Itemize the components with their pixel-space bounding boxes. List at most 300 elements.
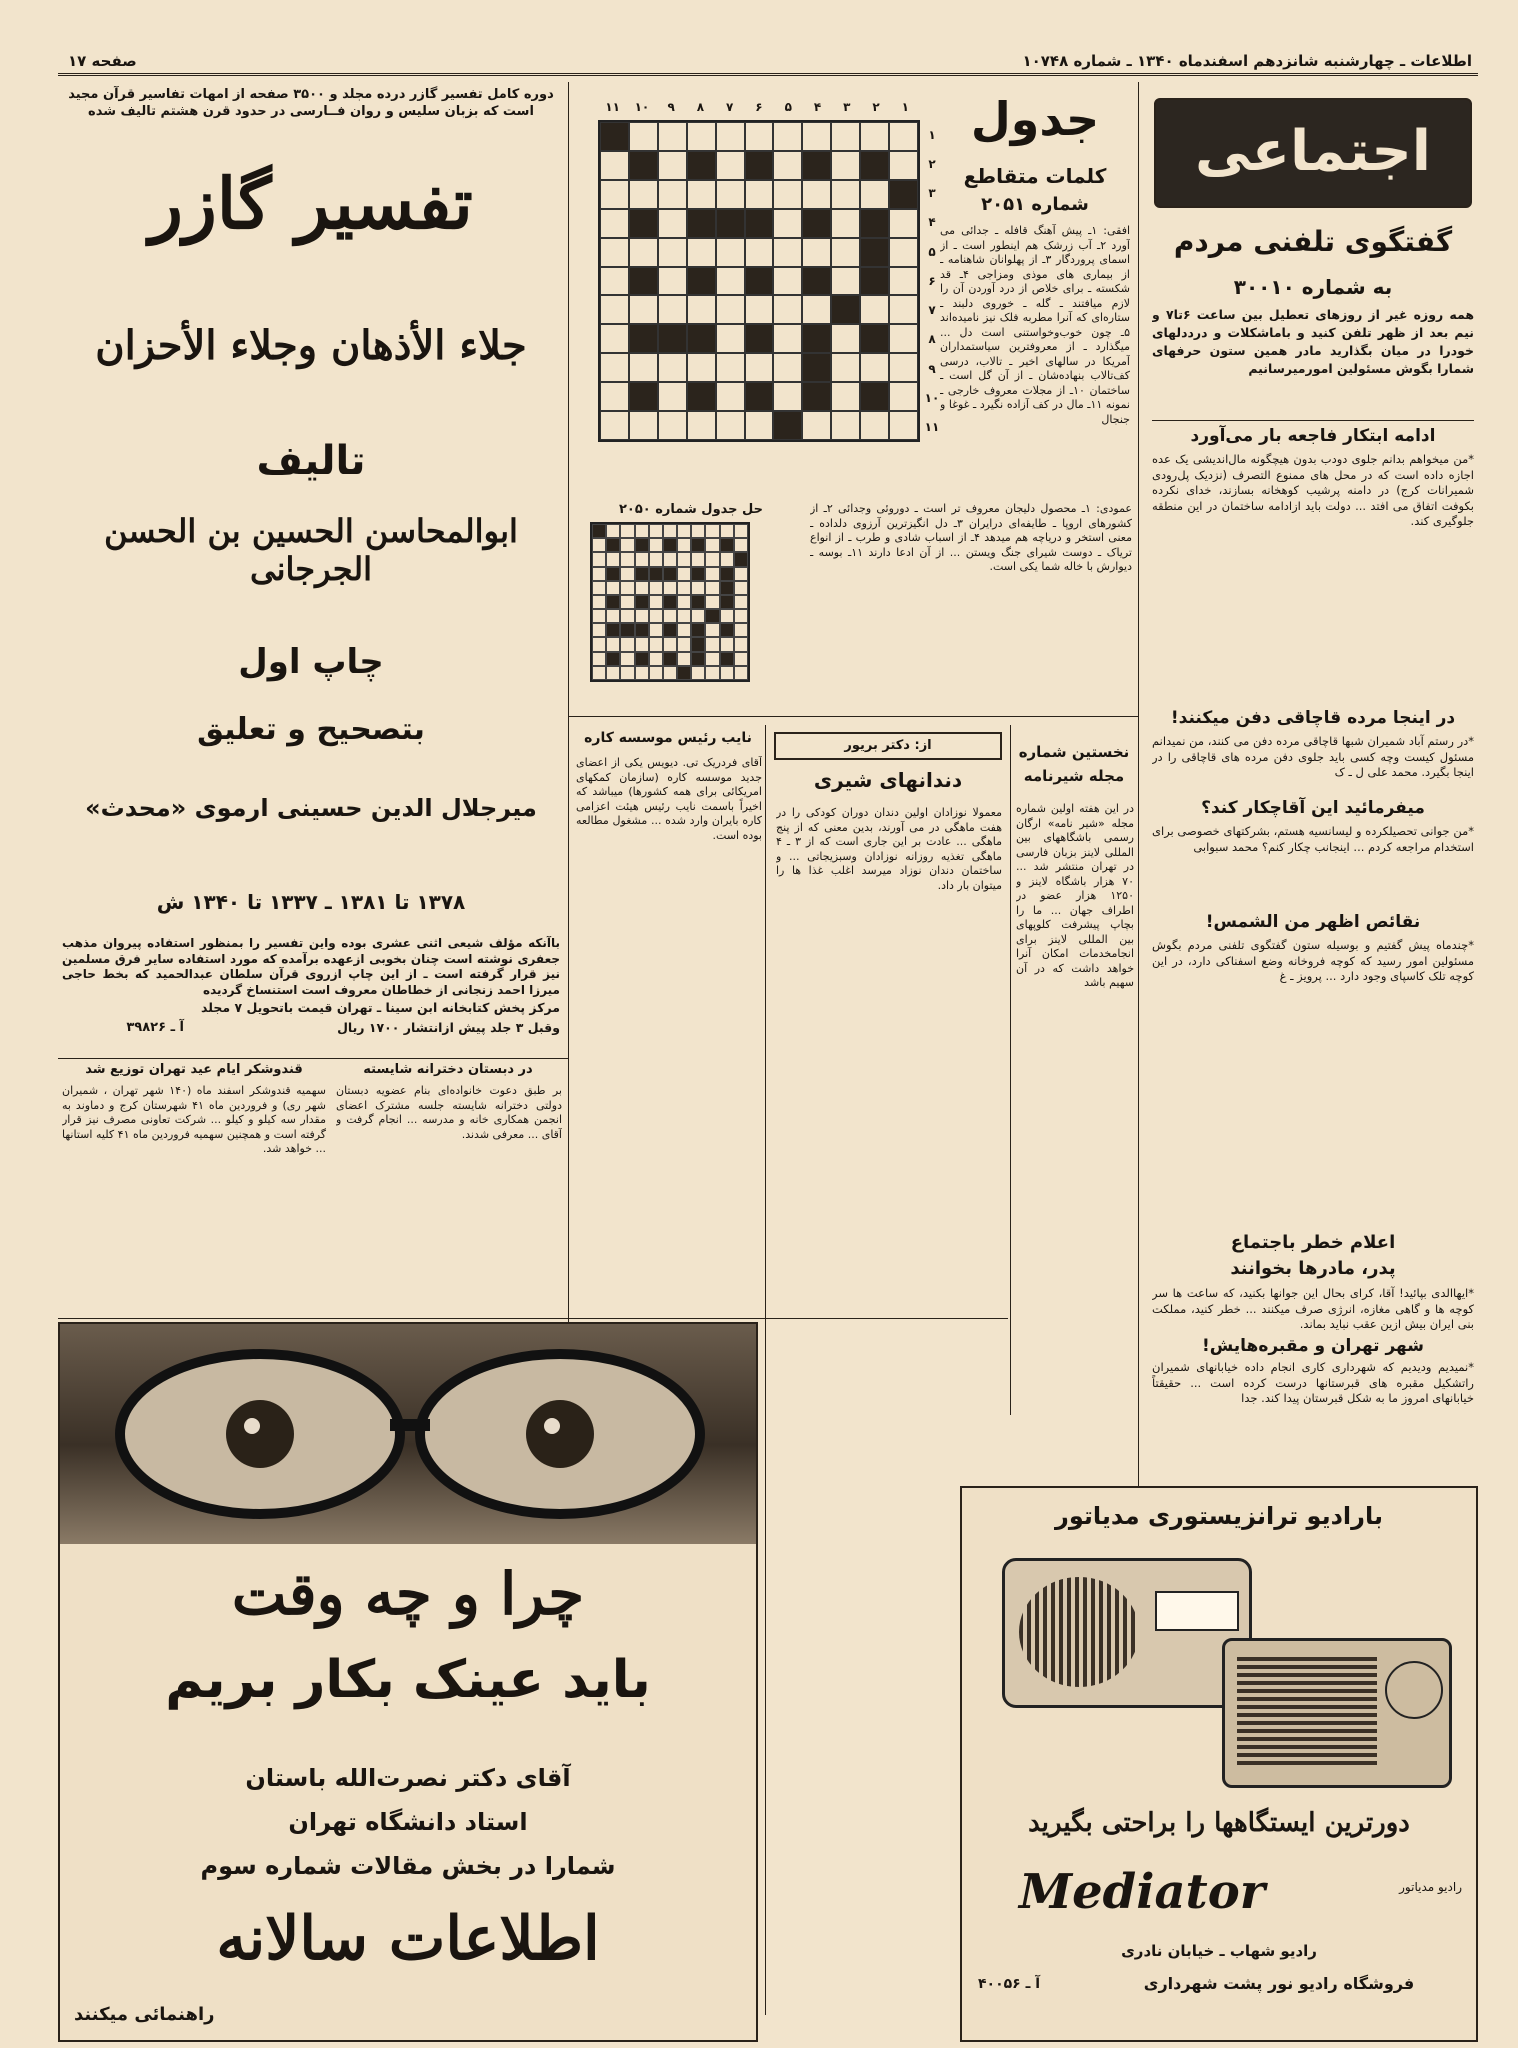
crossword-cell bbox=[635, 652, 649, 666]
crossword-cell bbox=[773, 411, 802, 440]
crossword-col-number: ۷ bbox=[726, 100, 734, 114]
crossword-cell bbox=[687, 353, 716, 382]
vice-president-body: آقای فردریک تی. دیویس یکی از اعضای جدید موسسه کاره (سازمان کمکهای امریکائی برای همه کشورها) میباشد که اخیراً باسمت نایب رئیس هیئت اعزامی کاره بایران وارد شده ... مشغول مطالعه بوده است. bbox=[576, 756, 762, 842]
crossword-cell bbox=[635, 595, 649, 609]
crossword-cell bbox=[889, 382, 918, 411]
crossword-cell bbox=[687, 295, 716, 324]
tafsir-ad bbox=[58, 82, 564, 1054]
tafsir-author: ابوالمحاسن الحسین بن الحسن الجرجانی bbox=[104, 512, 518, 588]
sugar-title: قندوشکر ایام عید تهران توزیع شد bbox=[85, 1062, 303, 1077]
tafsir-body: باآنکه مؤلف شیعی اثنی عشری بوده واین تفسیر را بمنظور استفاده پیروان مذهب جعفری نوشته است چنان بخوبی ازعهده برآمده که مورد استفاده سایر فرق مسلمین نیز قرار گرفته است ـ از این چاپ ازروی قرآن سلطان عبدالحمید که بخط حاجی میرزا احمد زنجانی از خطاطان معروف است استنساخ گردیده bbox=[62, 936, 560, 997]
crossword-cell bbox=[734, 637, 748, 651]
tafsir-code: آ ـ ۳۹۸۲۶ bbox=[126, 1020, 184, 1035]
radio-brand: Mediator bbox=[1018, 1864, 1266, 1920]
crossword-cell bbox=[773, 151, 802, 180]
social-subtitle: گفتگوی تلفنی مردم bbox=[1173, 225, 1453, 258]
crossword-cell bbox=[620, 567, 634, 581]
crossword-col-number: ۴ bbox=[813, 100, 822, 114]
social-column bbox=[1146, 90, 1480, 1410]
radio-headline: باراديو ترانزيستوری مدياتور bbox=[1055, 1502, 1383, 1530]
crossword-cell bbox=[745, 238, 774, 267]
crossword-col-number: ۶ bbox=[755, 100, 763, 114]
crossword-cell bbox=[663, 623, 677, 637]
page-number: صفحه ۱۷ bbox=[68, 52, 137, 70]
crossword-cell bbox=[716, 238, 745, 267]
crossword-cell bbox=[592, 552, 606, 566]
crossword-cell bbox=[687, 209, 716, 238]
item-4-head: نقائص اظهر من الشمس! bbox=[1205, 912, 1421, 932]
crossword-cell bbox=[663, 652, 677, 666]
crossword-cell bbox=[606, 524, 620, 538]
crossword-cell bbox=[720, 666, 734, 680]
tafsir-print: چاپ اول bbox=[238, 642, 384, 682]
crossword-cell bbox=[629, 209, 658, 238]
crossword-cell bbox=[592, 609, 606, 623]
crossword-cell bbox=[677, 595, 691, 609]
crossword-cell bbox=[720, 524, 734, 538]
crossword-cell bbox=[691, 524, 705, 538]
crossword-cell bbox=[889, 180, 918, 209]
crossword-cell bbox=[606, 609, 620, 623]
crossword-cell bbox=[677, 538, 691, 552]
crossword-cell bbox=[705, 581, 719, 595]
crossword-cell bbox=[687, 267, 716, 296]
crossword-col-number: ۹ bbox=[667, 100, 675, 114]
crossword-cell bbox=[860, 267, 889, 296]
crossword-cell bbox=[600, 151, 629, 180]
item-6-head: شهر تهران و مقبره‌هایش! bbox=[1201, 1336, 1424, 1356]
crossword-cell bbox=[802, 267, 831, 296]
crossword-cell bbox=[831, 267, 860, 296]
crossword-cell bbox=[716, 122, 745, 151]
crossword-cell bbox=[734, 538, 748, 552]
crossword-cell bbox=[606, 538, 620, 552]
crossword-number: شماره ۲۰۵۱ bbox=[981, 194, 1089, 215]
column-rule bbox=[765, 725, 766, 2015]
crossword-col-number: ۸ bbox=[696, 100, 705, 114]
crossword-col-numbers bbox=[598, 100, 920, 118]
crossword-cell bbox=[716, 151, 745, 180]
glasses-section: شمارا در بخش مقالات شماره سوم bbox=[200, 1852, 616, 1880]
speaker-grille-2 bbox=[1237, 1655, 1377, 1765]
item-5-head: اعلام خطر باجتماع bbox=[1230, 1232, 1396, 1253]
crossword-cell bbox=[802, 122, 831, 151]
crossword-cell bbox=[635, 623, 649, 637]
glasses-line1: چرا و چه وقت bbox=[231, 1560, 585, 1628]
crossword-cell bbox=[649, 581, 663, 595]
crossword-cell bbox=[773, 324, 802, 353]
crossword-cell bbox=[620, 623, 634, 637]
crossword-cell bbox=[802, 209, 831, 238]
radio-label: رادیو مدیاتور bbox=[1399, 1880, 1462, 1894]
crossword-cell bbox=[649, 524, 663, 538]
crossword-cell bbox=[889, 324, 918, 353]
crossword-cell bbox=[658, 151, 687, 180]
crossword-cell bbox=[734, 666, 748, 680]
crossword-cell bbox=[802, 238, 831, 267]
crossword-cell bbox=[663, 595, 677, 609]
crossword-cell bbox=[705, 567, 719, 581]
crossword-cell bbox=[716, 295, 745, 324]
crossword-cell bbox=[620, 666, 634, 680]
crossword-cell bbox=[860, 122, 889, 151]
crossword-cell bbox=[635, 609, 649, 623]
crossword-cell bbox=[720, 538, 734, 552]
crossword-cell bbox=[649, 637, 663, 651]
crossword-clues-vertical: عمودی: ۱ـ محصول دلیجان معروف تر است ـ دوروئی وجدائی ۲ـ از کشورهای اروپا ـ طایفه‌ای درایران ۳ـ دل انگیزترین آرزوی دلداده ـ معنی استخر و دریاچه هم میدهد ۴ـ از اسباب شادی و طرب ـ از انواع تریاک ـ دوست شیرای جنگ ویستن ... از آن ادعا دارند ۱۱ـ بوسه ـ دیوارش با خاله شما یکی است. bbox=[810, 502, 1132, 573]
crossword-cell bbox=[716, 180, 745, 209]
crossword-cell bbox=[592, 666, 606, 680]
crossword-cell bbox=[663, 552, 677, 566]
crossword-cell bbox=[635, 524, 649, 538]
glasses-photo bbox=[60, 1324, 756, 1544]
section-rule bbox=[58, 1058, 568, 1059]
crossword-cell bbox=[831, 209, 860, 238]
crossword-cell bbox=[677, 609, 691, 623]
crossword-cell bbox=[745, 353, 774, 382]
crossword-cell bbox=[745, 122, 774, 151]
crossword-cell bbox=[734, 652, 748, 666]
crossword-cell bbox=[831, 353, 860, 382]
crossword-cell bbox=[635, 581, 649, 595]
crossword-cell bbox=[677, 552, 691, 566]
crossword-cell bbox=[705, 666, 719, 680]
magazine-title: نخستین شماره مجله شیرنامه bbox=[1018, 743, 1130, 785]
crossword-cell bbox=[677, 581, 691, 595]
issue-info: اطلاعات ـ چهارشنبه شانزدهم اسفندماه ۱۳۴۰ ـ شماره ۱۰۷۴۸ bbox=[1022, 52, 1472, 70]
crossword-cell bbox=[606, 581, 620, 595]
radio-knob bbox=[1385, 1661, 1443, 1719]
crossword-cell bbox=[687, 238, 716, 267]
crossword-cell bbox=[658, 180, 687, 209]
crossword-cell bbox=[691, 609, 705, 623]
item-1-body: *من میخواهم بدانم جلوی دودب بدون هیچگونه مال‌اندیشی یک عده اجازه داده است که در محل های ممنوع التصرف (نزدیک پل‌رودی شمیرانات کرج) در دامنه پرشیب کوهخانه بسازند، خدای نکرده بکوفت اتفاق می افتد ... دولت بايد ازادامه ساختمان در این منطقه جلوگیری کند. bbox=[1152, 452, 1474, 528]
item-2-body: *در رستم آباد شمیران شبها قاچاقی مرده دفن می کنند، من نمیدانم مسئول کیست وچه کسی باید جلوی دفن مرده های قاچاقی را در اینجا بگیرد. محمد علی ل ـ ک bbox=[1152, 734, 1474, 779]
crossword-cell bbox=[705, 524, 719, 538]
crossword-col-number: ۲ bbox=[872, 100, 880, 114]
crossword-cell bbox=[745, 209, 774, 238]
crossword-cell bbox=[720, 652, 734, 666]
crossword-cell bbox=[734, 623, 748, 637]
crossword-cell bbox=[592, 538, 606, 552]
section-rule bbox=[568, 716, 1138, 717]
crossword-cell bbox=[773, 209, 802, 238]
tafsir-years: ۱۳۷۸ تا ۱۳۸۱ ـ ۱۳۳۷ تا ۱۳۴۰ ش bbox=[156, 890, 466, 914]
item-3-body: *من جوانی تحصیلکرده و لیسانسیه هستم، بشرکتهای خصوصی برای استخدام مراجعه کردم ... اینجانب چکار کنم؟ محمد سبوابی bbox=[1152, 824, 1474, 854]
crossword-cell bbox=[635, 567, 649, 581]
crossword-grid bbox=[598, 120, 920, 442]
radio-ad bbox=[960, 1486, 1478, 2042]
crossword-cell bbox=[773, 238, 802, 267]
crossword-cell bbox=[592, 595, 606, 609]
crossword-cell bbox=[831, 382, 860, 411]
glasses-publication: اطلاعات سالانه bbox=[216, 1904, 600, 1974]
crossword-cell bbox=[802, 382, 831, 411]
girls-school-title: در دبستان دخترانه شایسته bbox=[363, 1062, 533, 1077]
tafsir-center: مرکز پخش کتابخانه ابن سینا ـ تهران قیمت باتحویل ۷ مجلد bbox=[201, 1000, 560, 1015]
crossword-cell bbox=[716, 267, 745, 296]
crossword-cell bbox=[606, 652, 620, 666]
crossword-cell bbox=[734, 552, 748, 566]
crossword-cell bbox=[600, 382, 629, 411]
crossword-cell bbox=[677, 524, 691, 538]
item-3-head: میفرمائید این آقاچکار کند؟ bbox=[1201, 798, 1425, 818]
crossword-cell bbox=[620, 581, 634, 595]
crossword-cell bbox=[802, 324, 831, 353]
item-1-head: ادامه ابتکار فاجعه بار می‌آورد bbox=[1190, 426, 1436, 446]
crossword-cell bbox=[687, 411, 716, 440]
crossword-cell bbox=[691, 595, 705, 609]
crossword-cell bbox=[734, 609, 748, 623]
sugar-body: سهمیه قندوشکر اسفند ماه (۱۴۰ شهر تهران ، شمیران شهر ری) و فروردین ماه ۴۱ شهرستان کرج و دماوند به مقدار سه کیلو و کیلو ... شرکت تعاونی مصرف نیز قرار گرفته است و همچنین سهمیه فروردین ماه ۴۱ کلیه استانها ... خواهد شد. bbox=[62, 1084, 326, 1155]
social-phone: به شماره ۳۰۰۱۰ bbox=[1233, 275, 1393, 299]
crossword-cell bbox=[620, 637, 634, 651]
tafsir-by-label: تالیف bbox=[256, 438, 366, 484]
radio-image-2 bbox=[1222, 1638, 1452, 1788]
crossword-cell bbox=[860, 382, 889, 411]
crossword-cell bbox=[716, 382, 745, 411]
crossword-row-number: ۴ bbox=[928, 215, 936, 230]
crossword-cell bbox=[860, 324, 889, 353]
vice-president-title: نایب رئیس موسسه کاره bbox=[584, 730, 752, 746]
crossword-cell bbox=[773, 295, 802, 324]
crossword-cell bbox=[720, 581, 734, 595]
crossword-cell bbox=[658, 122, 687, 151]
tafsir-editing: بتصحیح و تعلیق bbox=[197, 712, 425, 747]
crossword-cell bbox=[831, 122, 860, 151]
crossword-cell bbox=[629, 411, 658, 440]
radio-dial bbox=[1155, 1591, 1239, 1631]
crossword-cell bbox=[889, 295, 918, 324]
crossword-cell bbox=[635, 637, 649, 651]
crossword-cell bbox=[773, 353, 802, 382]
crossword-row-number: ۶ bbox=[928, 273, 936, 288]
crossword-cell bbox=[860, 295, 889, 324]
teeth-title: دندانهای شیری bbox=[813, 768, 963, 792]
crossword-row-number: ۳ bbox=[928, 186, 936, 201]
crossword-cell bbox=[629, 238, 658, 267]
crossword-cell bbox=[629, 122, 658, 151]
crossword-cell bbox=[889, 151, 918, 180]
crossword-clues-horizontal: افقی: ۱ـ پیش آهنگ قافله ـ جدائی می آورد ۲ـ آب زرشک هم اینطور است ـ از اسمای پروردگار ۳ـ از پهلوانان شاهنامه ـ از بیماری های موذی ومزاجی ۴ـ قد شکسته ـ برای خلاص از درد آوردن آن را لازم میافتند ـ گله ـ خوروی دلبند ـ ستاره‌ای که آنرا مطربه فلک نیز نامیده‌اند ۵ـ چون خوب‌وخواستنی است دل ... میگذارد ـ از معروفترین سیاستمداران آمریکا در سالهای اخیر ـ تالاب، درسی کف‌تالاب بنهاده‌شان ـ از آن گل است ـ ساختمان ۱۰ـ از مجلات معروف خارجی ـ نمونه ۱۱ـ مال در کف آزاده نگیرد ـ غوغا و جنجال bbox=[940, 224, 1130, 426]
crossword-cell bbox=[745, 324, 774, 353]
crossword-cell bbox=[620, 609, 634, 623]
crossword-section bbox=[572, 90, 1136, 710]
crossword-cell bbox=[734, 524, 748, 538]
tafsir-intro: دوره کامل تفسیر گازر درده مجلد و ۳۵۰۰ صفحه از امهات تفاسیر قرآن مجید است که بزبان سلیس و روان فــارسی در حدود قرن هشتم تالیف شده bbox=[68, 87, 554, 119]
crossword-col-number: ۱۱ bbox=[605, 100, 620, 114]
crossword-cell bbox=[691, 552, 705, 566]
crossword-cell bbox=[620, 552, 634, 566]
crossword-cell bbox=[606, 666, 620, 680]
crossword-cell bbox=[635, 552, 649, 566]
crossword-cell bbox=[620, 524, 634, 538]
crossword-col-number: ۱۰ bbox=[634, 100, 650, 114]
crossword-cell bbox=[635, 538, 649, 552]
crossword-cell bbox=[592, 652, 606, 666]
crossword-cell bbox=[620, 538, 634, 552]
crossword-cell bbox=[831, 238, 860, 267]
crossword-cell bbox=[860, 151, 889, 180]
crossword-cell bbox=[658, 295, 687, 324]
crossword-row-number: ۸ bbox=[928, 332, 936, 347]
crossword-cell bbox=[831, 151, 860, 180]
tafsir-title: تفسیر گازر bbox=[149, 162, 473, 245]
radio-tagline: دورترین ایستگاهها را براحتی بگیرید bbox=[1028, 1808, 1410, 1838]
crossword-row-number: ۲ bbox=[928, 156, 936, 171]
crossword-cell bbox=[860, 180, 889, 209]
crossword-cell bbox=[620, 595, 634, 609]
crossword-cell bbox=[687, 122, 716, 151]
item-5-body: *ایها‌الدی بپائید! آقا، کرای بحال این جوانها بکنید، که ساعت ها سر کوچه ها و گاهی مغازه، انرژی صرف میکنند ... خطر کنید، مملکت بنی ایران بیش ازين عقب نبايد بماند. bbox=[1152, 1286, 1474, 1331]
crossword-cell bbox=[592, 524, 606, 538]
crossword-cell bbox=[600, 324, 629, 353]
crossword-cell bbox=[658, 382, 687, 411]
crossword-cell bbox=[734, 581, 748, 595]
tafsir-price: وقبل ۳ جلد پیش ازانتشار ۱۷۰۰ ریال bbox=[337, 1020, 560, 1035]
crossword-cell bbox=[663, 637, 677, 651]
radio-shop: رادیو شهاب ـ خیابان نادری bbox=[1121, 1942, 1317, 1960]
crossword-cell bbox=[649, 538, 663, 552]
crossword-cell bbox=[649, 567, 663, 581]
crossword-cell bbox=[677, 652, 691, 666]
crossword-cell bbox=[745, 180, 774, 209]
crossword-cell bbox=[649, 666, 663, 680]
crossword-cell bbox=[691, 652, 705, 666]
glasses-line2: باید عینک بکار بریم bbox=[165, 1650, 651, 1710]
crossword-cell bbox=[716, 324, 745, 353]
crossword-cell bbox=[860, 411, 889, 440]
crossword-cell bbox=[745, 267, 774, 296]
crossword-cell bbox=[889, 209, 918, 238]
tafsir-editor: میرجلال الدین حسینی ارموی «محدث» bbox=[85, 794, 537, 822]
divider bbox=[1152, 420, 1474, 421]
crossword-cell bbox=[600, 353, 629, 382]
magazine-body: در این هفته اولین شماره مجله «شیر نامه» ارگان رسمی باشگاههای بین المللی لاینز بزبان فارسی در تهران منتشر شد ... ۷۰ هزار باشگاه لاینز و ۱۲۵۰ هزار عضو در اطراف جهان ... ما را بچاپ پیشرفت کلوپهای بین المللی لاینز برای انجامخدمات امکان آنرا خواهد داشت که در آن سهیم باشد bbox=[1016, 802, 1134, 989]
crossword-cell bbox=[720, 623, 734, 637]
crossword-cell bbox=[734, 595, 748, 609]
crossword-cell bbox=[629, 267, 658, 296]
glasses-position: استاد دانشگاه تهران bbox=[288, 1808, 528, 1836]
crossword-cell bbox=[716, 353, 745, 382]
crossword-cell bbox=[691, 581, 705, 595]
crossword-cell bbox=[889, 411, 918, 440]
crossword-cell bbox=[677, 623, 691, 637]
crossword-row-number: ۱ bbox=[928, 127, 936, 142]
solution-grid bbox=[590, 522, 750, 682]
radio-image-1 bbox=[1002, 1558, 1252, 1708]
crossword-cell bbox=[889, 238, 918, 267]
crossword-cell bbox=[677, 637, 691, 651]
crossword-cell bbox=[606, 567, 620, 581]
crossword-row-number: ۱۱ bbox=[924, 420, 940, 435]
crossword-cell bbox=[663, 538, 677, 552]
crossword-cell bbox=[677, 567, 691, 581]
glasses-ad bbox=[58, 1322, 758, 2042]
crossword-cell bbox=[831, 295, 860, 324]
crossword-cell bbox=[635, 666, 649, 680]
crossword-cell bbox=[606, 595, 620, 609]
crossword-cell bbox=[889, 267, 918, 296]
crossword-cell bbox=[802, 180, 831, 209]
crossword-cell bbox=[889, 122, 918, 151]
crossword-cell bbox=[592, 637, 606, 651]
crossword-cell bbox=[629, 382, 658, 411]
crossword-cell bbox=[802, 151, 831, 180]
crossword-cell bbox=[745, 411, 774, 440]
crossword-cell bbox=[773, 267, 802, 296]
crossword-cell bbox=[705, 623, 719, 637]
crossword-cell bbox=[629, 324, 658, 353]
crossword-cell bbox=[649, 595, 663, 609]
crossword-cell bbox=[691, 623, 705, 637]
column-rule bbox=[1010, 725, 1011, 1415]
crossword-cell bbox=[802, 353, 831, 382]
teeth-byline: از: دکتر بریور bbox=[774, 732, 1002, 760]
radio-code: آ ـ ۴۰۰۵۶ bbox=[978, 1976, 1041, 1992]
crossword-cell bbox=[663, 567, 677, 581]
crossword-row-number: ۵ bbox=[928, 244, 936, 259]
crossword-cell bbox=[592, 623, 606, 637]
crossword-cell bbox=[705, 538, 719, 552]
crossword-cell bbox=[802, 411, 831, 440]
crossword-cell bbox=[745, 295, 774, 324]
crossword-cell bbox=[831, 180, 860, 209]
crossword-cell bbox=[860, 238, 889, 267]
crossword-cell bbox=[720, 567, 734, 581]
crossword-cell bbox=[716, 411, 745, 440]
item-6-body: *نمیدیم ودیدیم که شهرداری کاری انجام داده خیابانهای شمیران راتشکیل مقبره های قبرستانها درست کرده است ... حقیقتاً خیابانهای امروز ما به شکل قبرستان پیدا کند. جدا bbox=[1152, 1360, 1474, 1405]
crossword-cell bbox=[649, 552, 663, 566]
item-2-head: در اینجا مرده قاچاقی دفن میکنند! bbox=[1170, 708, 1456, 728]
crossword-cell bbox=[658, 411, 687, 440]
crossword-cell bbox=[860, 353, 889, 382]
page-header bbox=[58, 50, 1478, 76]
crossword-cell bbox=[629, 180, 658, 209]
crossword-col-number: ۵ bbox=[784, 100, 792, 114]
crossword-cell bbox=[592, 567, 606, 581]
crossword-subtitle: کلمات متقاطع bbox=[963, 164, 1107, 188]
crossword-cell bbox=[687, 151, 716, 180]
crossword-cell bbox=[649, 652, 663, 666]
tafsir-arabic-title: جلاء الأذهان وجلاء الأحزان bbox=[95, 322, 527, 369]
crossword-cell bbox=[720, 637, 734, 651]
crossword-cell bbox=[600, 122, 629, 151]
radio-address: فروشگاه رادیو نور پشت شهرداری bbox=[1143, 1974, 1415, 1993]
crossword-row-number: ۷ bbox=[928, 303, 936, 318]
crossword-cell bbox=[705, 595, 719, 609]
crossword-cell bbox=[705, 652, 719, 666]
crossword-cell bbox=[629, 353, 658, 382]
crossword-cell bbox=[745, 382, 774, 411]
crossword-cell bbox=[831, 324, 860, 353]
crossword-cell bbox=[658, 267, 687, 296]
glasses-guide: راهنمائی میکنند bbox=[74, 2004, 215, 2025]
crossword-cell bbox=[663, 609, 677, 623]
crossword-col-number: ۳ bbox=[843, 100, 851, 114]
crossword-cell bbox=[734, 567, 748, 581]
crossword-clues-overflow bbox=[576, 454, 1132, 502]
crossword-cell bbox=[720, 595, 734, 609]
item-4-body: *چندماه پیش گفتیم و بوسیله ستون گفتگوی تلفنی مردم بگوش مسئولین امور رسید که کوچه فروخانه وضع اسفناکی دارد، در این کوچه تلک کاسپای وجود دارد ... پرویز ـ غ bbox=[1152, 938, 1474, 983]
crossword-cell bbox=[705, 552, 719, 566]
crossword-cell bbox=[889, 353, 918, 382]
social-title: اجتماعی bbox=[1154, 98, 1472, 208]
crossword-cell bbox=[720, 552, 734, 566]
crossword-cell bbox=[831, 411, 860, 440]
crossword-cell bbox=[663, 666, 677, 680]
crossword-title: جدول bbox=[970, 92, 1100, 146]
